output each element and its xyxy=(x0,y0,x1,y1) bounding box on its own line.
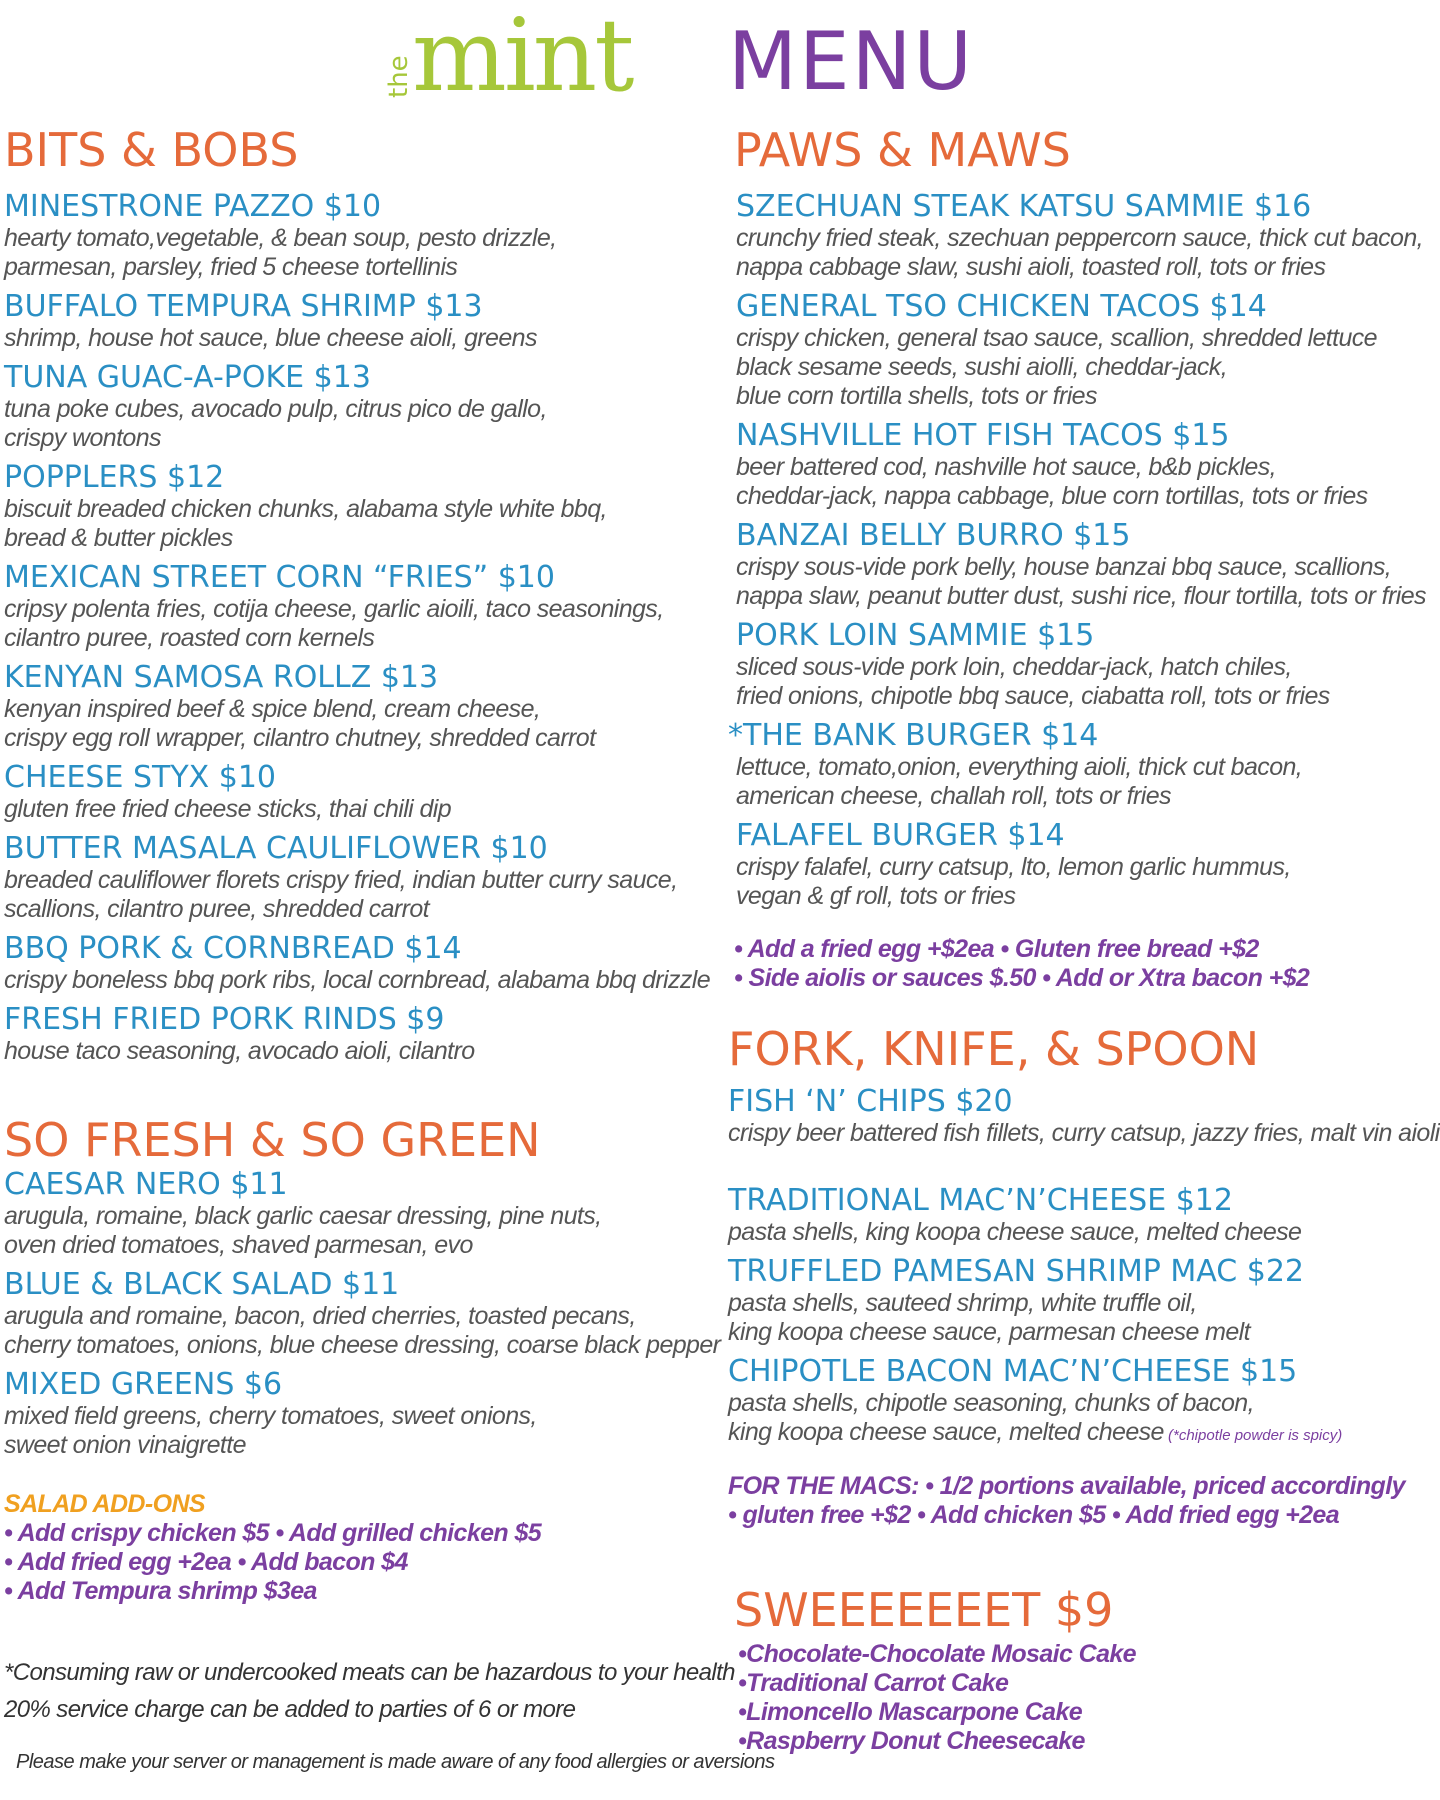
menu-item-description: lettuce, tomato,onion, everything aioli, thick cut bacon, xyxy=(736,753,1303,781)
menu-item-description: pasta shells, king koopa cheese sauce, melted cheese xyxy=(728,1218,1302,1246)
menu-item xyxy=(728,190,1440,282)
menu-item-description: nappa cabbage slaw, sushi aioli, toasted roll, tots or fries xyxy=(736,253,1326,281)
menu-item xyxy=(728,1355,1440,1450)
menu-item-description: shrimp, house hot sauce, blue cheese aioli, greens xyxy=(4,324,537,352)
menu-item-description: pasta shells, chipotle seasoning, chunks of bacon, xyxy=(728,1389,1254,1417)
menu-item-description: parmesan, parsley, fried 5 cheese tortellinis xyxy=(4,253,458,281)
menu-item-name: TUNA GUAC-A-POKE $13 xyxy=(4,360,371,395)
menu-item-note: (*chipotle powder is spicy) xyxy=(1163,1427,1343,1444)
paws-note-line: • Side aiolis or sauces $.50 • Add or Xtra bacon +$2 xyxy=(734,964,1310,992)
section-title-sweet: SWEEEEEEET $9 xyxy=(734,1583,1114,1637)
menu-item xyxy=(728,819,1440,911)
disclaimer xyxy=(4,1654,735,1728)
paws-maws-notes xyxy=(728,935,1440,993)
menu-item-description: crispy beer battered fish fillets, curry catsup, jazzy fries, malt vin aioli xyxy=(728,1119,1440,1147)
menu-item-name: POPPLERS $12 xyxy=(4,460,225,495)
logo-menu: MENU xyxy=(728,15,974,108)
menu-item-name: FALAFEL BURGER $14 xyxy=(736,818,1065,853)
menu-item-name: BUFFALO TEMPURA SHRIMP $13 xyxy=(4,289,483,324)
so-fresh-items xyxy=(4,1167,721,1460)
menu-item xyxy=(4,461,704,553)
allergy-notice: Please make your server or management is made aware of any food allergies or aversions xyxy=(16,1751,775,1773)
menu-item-description: hearty tomato,vegetable, & bean soup, pesto drizzle, xyxy=(4,224,557,252)
menu-item xyxy=(728,519,1440,611)
menu-item xyxy=(4,761,704,824)
fork-note-line: FOR THE MACS: • 1/2 portions available, priced accordingly xyxy=(728,1472,1405,1500)
menu-item-description: arugula, romaine, black garlic caesar dressing, pine nuts, xyxy=(4,1202,602,1230)
menu-item-description: crispy sous-vide pork belly, house banzai bbq sauce, scallions, xyxy=(736,553,1392,581)
menu-item-name: BLUE & BLACK SALAD $11 xyxy=(4,1267,400,1302)
menu-item-name: MEXICAN STREET CORN “FRIES” $10 xyxy=(4,560,555,595)
menu-item-name: FRESH FRIED PORK RINDS $9 xyxy=(4,1002,445,1037)
logo-the: the xyxy=(384,55,414,98)
menu-item xyxy=(728,1184,1440,1247)
menu-item-description: bread & butter pickles xyxy=(4,524,233,552)
menu-item-name: BUTTER MASALA CAULIFLOWER $10 xyxy=(4,831,548,866)
menu-item xyxy=(728,619,1440,711)
menu-item-name: *THE BANK BURGER $14 xyxy=(728,718,1099,753)
menu-item-description: pasta shells, sauteed shrimp, white truffle oil, xyxy=(728,1289,1197,1317)
menu-item-description: crispy falafel, curry catsup, lto, lemon garlic hummus, xyxy=(736,853,1291,881)
menu-item-description: oven dried tomatoes, shaved parmesan, evo xyxy=(4,1231,473,1259)
menu-item-name: MIXED GREENS $6 xyxy=(4,1367,283,1402)
section-title-bits-bobs: BITS & BOBS xyxy=(4,123,299,177)
menu-item xyxy=(728,290,1440,411)
menu-item-description: crunchy fried steak, szechuan peppercorn sauce, thick cut bacon, xyxy=(736,224,1424,252)
menu-item xyxy=(4,931,711,995)
left-column xyxy=(4,123,775,1774)
menu-item xyxy=(728,719,1440,811)
menu-item-name: CHIPOTLE BACON MAC’N’CHEESE $15 xyxy=(728,1354,1298,1389)
menu-item xyxy=(4,1168,704,1260)
menu-item-name: PORK LOIN SAMMIE $15 xyxy=(736,618,1095,653)
menu-item-name: CHEESE STYX $10 xyxy=(4,760,276,795)
menu-item-name: TRUFFLED PAMESAN SHRIMP MAC $22 xyxy=(728,1254,1305,1289)
sweet-item: •Limoncello Mascarpone Cake xyxy=(738,1698,1083,1726)
menu-item-description: breaded cauliflower florets crispy fried, indian butter curry sauce, xyxy=(4,866,678,894)
menu-item-description: scallions, cilantro puree, shredded carrot xyxy=(4,895,430,923)
menu-item-name: GENERAL TSO CHICKEN TACOS $14 xyxy=(736,289,1267,324)
fork-note-line: • gluten free +$2 • Add chicken $5 • Add fried egg +2ea xyxy=(728,1501,1340,1529)
right-column xyxy=(728,124,1440,1756)
menu-item-description: king koopa cheese sauce, melted cheese (*chipotle powder is spicy) xyxy=(728,1418,1343,1446)
menu-item-description: black sesame seeds, sushi aiolli, cheddar-jack, xyxy=(736,353,1228,381)
menu-item-description: american cheese, challah roll, tots or fries xyxy=(736,782,1171,810)
menu-item xyxy=(4,661,704,753)
menu-item-description: sweet onion vinaigrette xyxy=(4,1431,246,1459)
logo-mint: mint xyxy=(412,0,632,114)
fork-knife-notes xyxy=(728,1472,1440,1530)
section-title-fork-knife: FORK, KNIFE, & SPOON xyxy=(728,1022,1260,1076)
menu-item xyxy=(4,190,704,282)
sweet-item: •Raspberry Donut Cheesecake xyxy=(738,1727,1085,1755)
menu-item xyxy=(728,1085,1440,1148)
disclaimer-line: *Consuming raw or undercooked meats can be hazardous to your health xyxy=(4,1659,735,1686)
salad-addon-line: • Add Tempura shrimp $3ea xyxy=(4,1577,317,1605)
menu-item xyxy=(4,1368,704,1460)
menu-item-description: cripsy polenta fries, cotija cheese, garlic aioili, taco seasonings, xyxy=(4,595,664,623)
menu-item-description: crispy egg roll wrapper, cilantro chutney, shredded carrot xyxy=(4,724,596,752)
menu-item-description: cheddar-jack, nappa cabbage, blue corn tortillas, tots or fries xyxy=(736,482,1368,510)
menu-item-name: KENYAN SAMOSA ROLLZ $13 xyxy=(4,660,439,695)
menu-item-description: nappa slaw, peanut butter dust, sushi rice, flour tortilla, tots or fries xyxy=(736,582,1426,610)
sweet-item: •Chocolate-Chocolate Mosaic Cake xyxy=(738,1640,1136,1668)
menu-item-description: vegan & gf roll, tots or fries xyxy=(736,882,1016,910)
menu-item-description: biscuit breaded chicken chunks, alabama style white bbq, xyxy=(4,495,607,523)
menu-header xyxy=(0,0,1440,114)
menu-item-name: MINESTRONE PAZZO $10 xyxy=(4,189,382,224)
menu-item-description: crispy wontons xyxy=(4,424,161,452)
menu-item-description: sliced sous-vide pork loin, cheddar-jack, hatch chiles, xyxy=(736,653,1292,681)
menu-item xyxy=(4,361,704,453)
menu-item-name: FISH ‘N’ CHIPS $20 xyxy=(728,1084,1013,1119)
paws-note-line: • Add a fried egg +$2ea • Gluten free bread +$2 xyxy=(734,935,1259,963)
menu-item xyxy=(4,1267,721,1360)
menu-item-description: tuna poke cubes, avocado pulp, citrus pico de gallo, xyxy=(4,395,547,423)
disclaimer-line: 20% service charge can be added to parties of 6 or more xyxy=(4,1696,576,1723)
menu-item-description: gluten free fried cheese sticks, thai chili dip xyxy=(4,795,452,823)
menu-item-description: crispy chicken, general tsao sauce, scallion, shredded lettuce xyxy=(736,324,1377,352)
menu-item-description: mixed field greens, cherry tomatoes, sweet onions, xyxy=(4,1402,537,1430)
menu-item-description: king koopa cheese sauce, parmesan cheese melt xyxy=(728,1318,1250,1346)
menu-item-description: crispy boneless bbq pork ribs, local cornbread, alabama bbq drizzle xyxy=(4,966,711,994)
menu-item-description: cherry tomatoes, onions, blue cheese dressing, coarse black pepper xyxy=(4,1331,721,1359)
fork-knife-items xyxy=(728,1085,1440,1450)
menu-item-name: TRADITIONAL MAC’N’CHEESE $12 xyxy=(728,1183,1233,1218)
menu-item xyxy=(4,1003,704,1066)
menu-item xyxy=(4,290,704,353)
menu-item-description: cilantro puree, roasted corn kernels xyxy=(4,624,375,652)
paws-maws-items xyxy=(728,190,1440,911)
salad-addons-list xyxy=(4,1519,704,1606)
section-title-paws-maws: PAWS & MAWS xyxy=(734,123,1071,177)
menu-item-description: fried onions, chipotle bbq sauce, ciabatta roll, tots or fries xyxy=(736,682,1330,710)
menu-item-name: SZECHUAN STEAK KATSU SAMMIE $16 xyxy=(736,189,1312,224)
salad-addon-line: • Add crispy chicken $5 • Add grilled chicken $5 xyxy=(4,1519,542,1547)
menu-item-description: blue corn tortilla shells, tots or fries xyxy=(736,382,1097,410)
sweet-item: •Traditional Carrot Cake xyxy=(738,1669,1009,1697)
menu-item-description: arugula and romaine, bacon, dried cherries, toasted pecans, xyxy=(4,1302,636,1330)
salad-addon-line: • Add fried egg +2ea • Add bacon $4 xyxy=(4,1548,408,1576)
menu-item xyxy=(728,419,1440,511)
menu-item-description: kenyan inspired beef & spice blend, cream cheese, xyxy=(4,695,541,723)
menu-item-name: BBQ PORK & CORNBREAD $14 xyxy=(4,931,462,966)
salad-addons-title: SALAD ADD-ONS xyxy=(4,1490,205,1518)
menu-item-name: NASHVILLE HOT FISH TACOS $15 xyxy=(736,418,1230,453)
menu-item xyxy=(4,832,704,924)
menu-item-name: BANZAI BELLY BURRO $15 xyxy=(736,518,1131,553)
menu-item xyxy=(728,1255,1440,1347)
menu-item xyxy=(4,561,704,653)
menu-item-description: house taco seasoning, avocado aioli, cilantro xyxy=(4,1037,475,1065)
sweet-items xyxy=(728,1640,1440,1756)
menu-item-name: CAESAR NERO $11 xyxy=(4,1167,288,1202)
menu-item-description: beer battered cod, nashville hot sauce, b&b pickles, xyxy=(736,453,1276,481)
section-title-so-fresh: SO FRESH & SO GREEN xyxy=(4,1113,541,1167)
bits-bobs-items xyxy=(4,189,711,1066)
